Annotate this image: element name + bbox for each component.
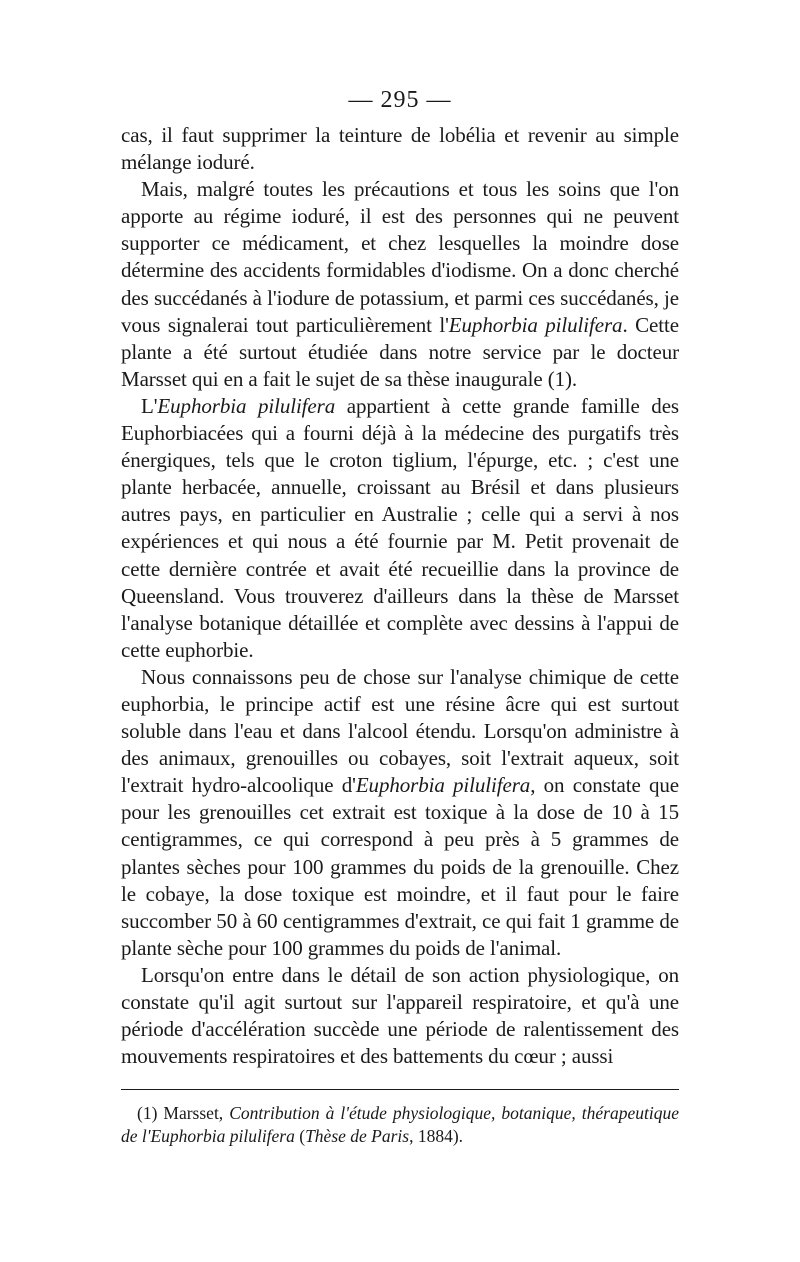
footnote: [121, 1102, 679, 1148]
text-segment: appartient à cette grande famille des Euphorbiacées qui a fourni déjà à la médecine des purgatifs très énergiques, tels que le croton tiglium, l'épurge, etc. ; c'est une plante herbacée, annuelle, croissant au Brésil et dans plusieurs autres pays, en particulier en Australie ; celle qui a servi à nos expériences et qui nous a été fournie par M. Petit provenait de cette dernière contrée et avait été recueillie dans la province de Queensland. Vous trouverez d'ailleurs dans la thèse de Marsset l'analyse botanique détaillée et complète avec dessins à l'appui de cette euphorbie.: [121, 393, 679, 662]
body-text: [121, 122, 679, 1070]
footnote-source: Thèse de Paris: [305, 1126, 410, 1146]
paragraph: [121, 664, 679, 962]
paragraph: [121, 122, 679, 176]
text-segment: L': [141, 393, 158, 418]
text-segment: Mais, malgré toutes les précautions et tous les soins que l'on apporte au régime ioduré, il est des personnes qui ne peuvent supporter ce médicament, et chez lesquelles la moindre dose détermine des accidents formidables d'iodisme. On a donc cherché des succédanés à l'iodure de potassium, et parmi ces succédanés, je vous signalerai tout particulièrement l': [121, 177, 679, 337]
paragraph: [121, 176, 679, 393]
text-segment: . Cette plante a été surtout étudiée dans notre service par le docteur Marsset qui en a fait le sujet de sa thèse inaugurale (1).: [121, 312, 679, 391]
page-content: [121, 86, 679, 1070]
text-segment: cas, il faut supprimer la teinture de lobélia et revenir au simple mélange ioduré.: [121, 123, 679, 175]
footnote-text: [121, 1102, 679, 1148]
species-name: Euphorbia pilulifera: [448, 312, 623, 337]
text-segment: (: [294, 1126, 306, 1146]
text-segment: , 1884).: [409, 1126, 464, 1146]
footnote-marker: (1) Marsset,: [137, 1103, 230, 1123]
text-segment: Lorsqu'on entre dans le détail de son action physiologique, on constate qu'il agit surtout sur l'appareil respiratoire, et qu'à une période d'accélération succède une période de ralentissement des mouvements respiratoires et des battements du cœur ; aussi: [121, 962, 679, 1069]
species-name: Euphorbia pilulifera: [355, 773, 531, 798]
paragraph: [121, 393, 679, 664]
paragraph: [121, 962, 679, 1070]
footnote-divider: [121, 1089, 679, 1090]
page-number: — 295 —: [348, 87, 452, 113]
species-name: Euphorbia pilulifera: [157, 393, 336, 418]
text-segment: , on constate que pour les grenouilles cet extrait est toxique à la dose de 10 à 15 centigrammes, ce qui correspond à peu près à 5 grammes de plantes sèches pour 100 grammes du poids de la grenouille. Chez le cobaye, la dose toxique est moindre, et il faut pour le faire succomber 50 à 60 centigrammes d'extrait, ce qui fait 1 gramme de plante sèche pour 100 grammes du poids de l'animal.: [121, 773, 679, 960]
footnote-title: Contribution à l'étude physiologique, botanique, thérapeutique de l'Euphorbia pilulifera: [121, 1103, 679, 1146]
text-segment: Nous connaissons peu de chose sur l'analyse chimique de cette euphorbia, le principe actif est une résine âcre qui est surtout soluble dans l'eau et dans l'alcool étendu. Lorsqu'on administre à des animaux, grenouilles ou cobayes, soit l'extrait aqueux, soit l'extrait hydro-alcoolique d': [121, 664, 679, 798]
